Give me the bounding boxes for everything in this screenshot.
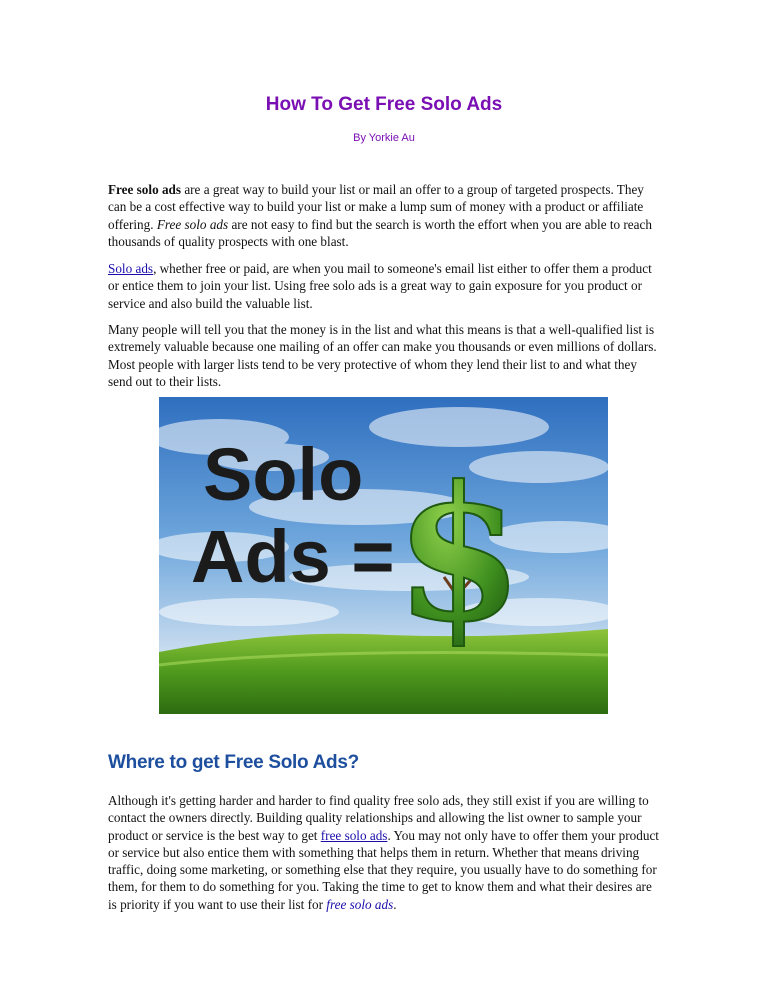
document-title: How To Get Free Solo Ads bbox=[265, 94, 503, 115]
solo-ads-paragraph: Solo ads, whether free or paid, are when you mail to someone's email list either to offer them a product or entice them to join your list. Using free solo ads is a great way to gain exposure for you product or service and also build the valuable list. bbox=[108, 261, 652, 311]
image-text-solo: Solo bbox=[203, 433, 364, 516]
section-heading: Where to get Free Solo Ads? bbox=[108, 752, 359, 773]
image-text-ads: Ads = bbox=[191, 515, 395, 598]
author-byline: By Yorkie Au bbox=[353, 132, 415, 144]
dollar-tree-canopy: $ bbox=[394, 445, 524, 663]
free-solo-ads-italic-link[interactable]: free solo ads bbox=[326, 896, 394, 912]
solo-ads-link[interactable]: Solo ads bbox=[108, 261, 154, 276]
where-to-get-paragraph: Although it's getting harder and harder to find quality free solo ads, they still exist if you are willing to contact the owners directly. Building quality relationships and allowing the list owner to sample your product or service is the best way to get free solo ads. You may not only have to offer them your product or service but also entice them with something that helps them in return. Whether that means driving traffic, doing some marketing, or something else that they require, you usually have to do something for them, for them to do something for you. Taking the time to get to know them and what their desires are is priority if you want to use their list for free solo ads. bbox=[108, 793, 659, 912]
list-value-paragraph: Many people will tell you that the money is in the list and what this means is that a well-qualified list is extremely valuable because one mailing of an offer can make you thousands or even millions of dollars. Most people with larger lists tend to be very protective of whom they lend their list to and what they send out to their lists. bbox=[108, 322, 657, 389]
free-solo-ads-link[interactable]: free solo ads bbox=[320, 827, 388, 843]
solo-ads-money-tree-image bbox=[159, 397, 608, 714]
bold-lead: Free solo ads bbox=[108, 182, 182, 197]
intro-paragraph: Free solo ads are a great way to build your list or mail an offer to a group of targeted prospects. They can be a cost effective way to build your list or make a lump sum of money with a product or affiliate offering. Free solo ads are not easy to find but the search is worth the effort when you are able to reach thousands of quality prospects with one blast. bbox=[108, 182, 652, 249]
